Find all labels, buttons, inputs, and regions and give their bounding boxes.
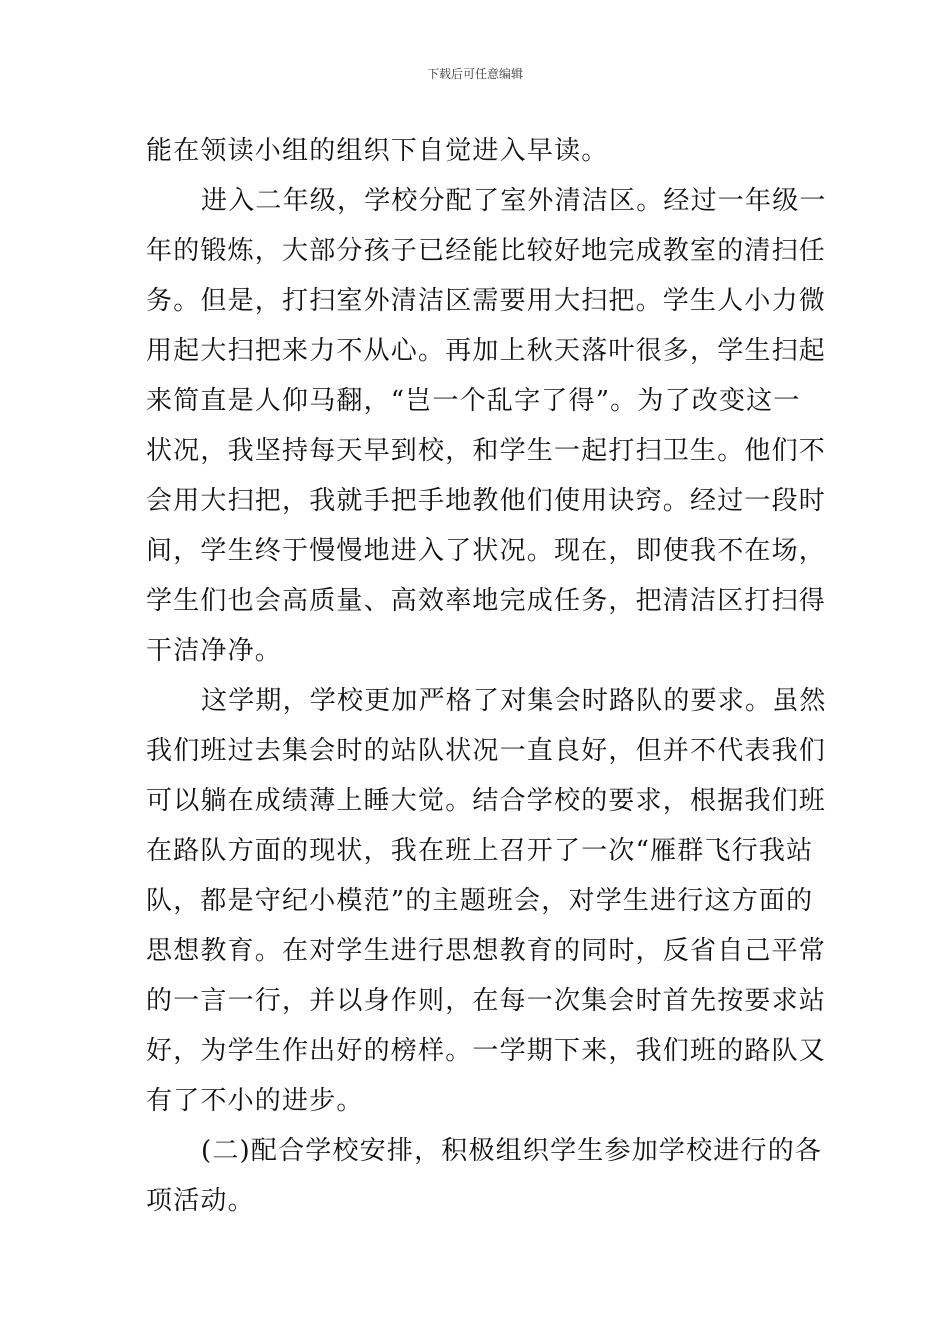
text-line: 有了不小的进步。 bbox=[146, 1086, 364, 1116]
text-line: 的一言一行，并以身作则，在每一次集会时首先按要求站 bbox=[146, 986, 827, 1016]
text-line: 会用大扫把，我就手把手地教他们使用诀窍。经过一段时 bbox=[146, 486, 827, 516]
text-line: 思想教育。在对学生进行思想教育的同时，反省自己平常 bbox=[146, 936, 827, 966]
text-line: 干洁净净。 bbox=[146, 636, 283, 666]
text-line: 能在领读小组的组织下自觉进入早读。 bbox=[146, 136, 609, 166]
section-heading-line: (二)配合学校安排，积极组织学生参加学校进行的各 bbox=[201, 1136, 823, 1166]
text-line: 在路队方面的现状，我在班上召开了一次“雁群飞行我站 bbox=[146, 836, 814, 866]
text-line: 务。但是，打扫室外清洁区需要用大扫把。学生人小力微 bbox=[146, 286, 827, 316]
text-line: 好，为学生作出好的榜样。一学期下来，我们班的路队又 bbox=[146, 1036, 827, 1066]
text-line: 可以躺在成绩薄上睡大觉。结合学校的要求，根据我们班 bbox=[146, 786, 827, 816]
page-header: 下载后可任意编辑 bbox=[426, 67, 523, 81]
text-line: 学生们也会高质量、高效率地完成任务，把清洁区打扫得 bbox=[146, 586, 827, 616]
paragraph-first-line: 这学期，学校更加严格了对集会时路队的要求。虽然 bbox=[201, 686, 827, 716]
text-line: 队，都是守纪小模范”的主题班会，对学生进行这方面的 bbox=[146, 886, 814, 916]
text-line: 我们班过去集会时的站队状况一直良好，但并不代表我们 bbox=[146, 736, 827, 766]
text-line: 状况，我坚持每天早到校，和学生一起打扫卫生。他们不 bbox=[146, 436, 827, 466]
text-line: 用起大扫把来力不从心。再加上秋天落叶很多，学生扫起 bbox=[146, 336, 827, 366]
text-line: 项活动。 bbox=[146, 1186, 255, 1216]
text-line: 年的锻炼，大部分孩子已经能比较好地完成教室的清扫任 bbox=[146, 236, 827, 266]
text-line: 来简直是人仰马翻，“岂一个乱字了得”。为了改变这一 bbox=[146, 386, 801, 416]
text-line: 间，学生终于慢慢地进入了状况。现在，即使我不在场， bbox=[146, 536, 827, 566]
paragraph-first-line: 进入二年级，学校分配了室外清洁区。经过一年级一 bbox=[201, 186, 827, 216]
document-body bbox=[146, 126, 827, 1226]
